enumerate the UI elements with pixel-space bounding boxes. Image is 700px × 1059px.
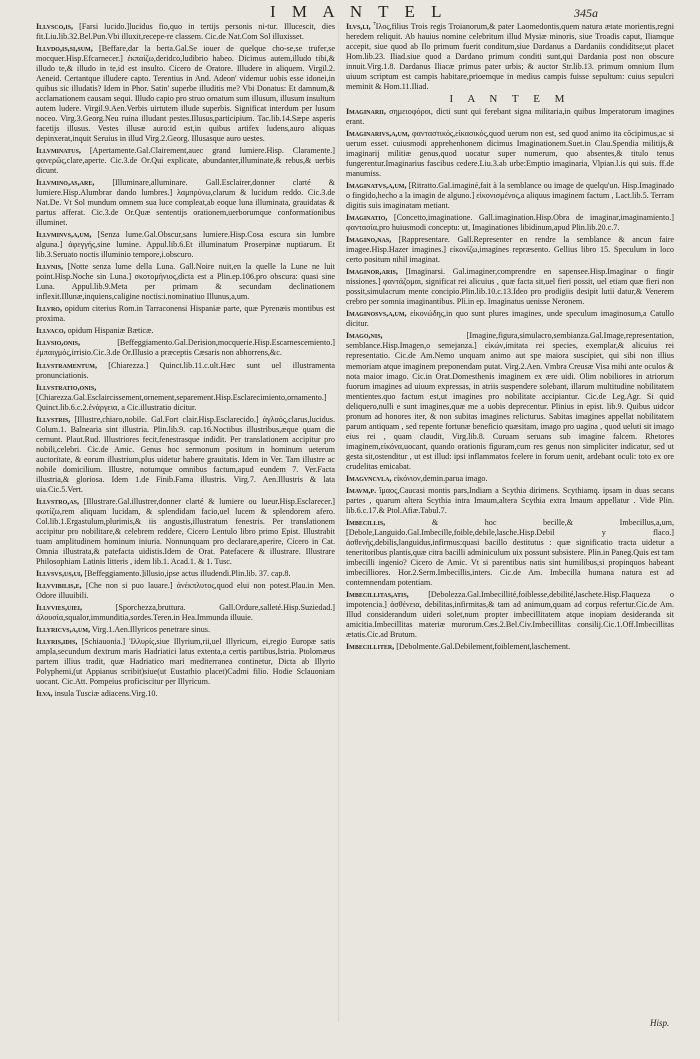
dictionary-entry xyxy=(346,309,674,329)
dictionary-entry xyxy=(36,637,335,687)
entry-headword: Imaginatio, xyxy=(346,213,388,223)
dictionary-entry xyxy=(346,22,674,92)
dictionary-entry xyxy=(36,146,335,176)
entry-headword: Imbecillitas,atis, xyxy=(346,589,409,599)
entry-definition: [Apertamente.Gal.Clairement,auec grand lumiere.Hisp. Claramente.] φανερῶς,clare,aperte. Cic.3.de Or.Qui explicate, abundanter,illuminate,& rebus,& uerbis dicunt. xyxy=(36,146,335,176)
dictionary-entry xyxy=(346,642,674,652)
dictionary-entry xyxy=(36,383,335,413)
entry-headword: Illvvibilis,e, xyxy=(36,580,82,590)
entry-headword: Imaginarivs,a,um, xyxy=(346,129,410,139)
entry-definition: [Beffeggiamento.Gal.Derision,mocquerie.Hisp.Escarnescemiento.] ἐμπαιγμός,irrisio.Cic.3.de Or.Illusio a præceptis Cæsaris non abhorrens,&c. xyxy=(36,338,335,358)
entry-definition: [Chiarezza.] Quinct.lib.11.c.ult.Hæc sunt uel illustramenta pronunciationis. xyxy=(36,360,335,380)
entry-definition: [Imaginarsi. Gal.imaginer,comprendre en sapensee.Hisp.Imaginar o fingir nissiones.] φαντάζομαι, significat rei alicuius , quæ facta sit,uel fieri possit, uel etiam quæ fieri non possit,simulacrum mente concipio.Plin.lib.10.c.13.Ideo pro prodigiis desipit lutii datur,& Venerem crebro per somnia imaginantibus. Pli.in ep. Imaginatus uenisse Neronem. xyxy=(346,267,675,307)
entry-definition: [Debolezza.Gal.Imbecillité,foiblesse,debilité,laschete.Hisp.Flaqueza o impotencia.] ἀσθένεια, debilitas,infirmitas,& tam ad animum,quam ad corpus refertur.Cic.de Am. Illud considerandum uideri solet,num propter imbecillitatem atque inopiam desideranda sit amicitia.Imbecillitas materiæ murorum.Cæs.2.Bel.Civ.Imbecillitas consilij.Cic.1.Off.Imbecillitas ætatis.Cic.ad Brutum. xyxy=(346,589,674,639)
entry-headword: Ilva, xyxy=(36,688,53,698)
entry-headword: Illyris,idis, xyxy=(36,636,78,646)
dictionary-entry xyxy=(36,178,335,228)
entry-headword: Illvdo,is,si,sum, xyxy=(36,44,93,54)
entry-headword: Imaginatvs,a,um, xyxy=(346,181,407,191)
entry-definition: [Ritratto.Gal.imaginé,fait à la semblance ou image de quelqu'un. Hisp.Imaginado o fingido,hecho a la imagin de alguno.] εἰκονισμένος,a aliquus imaginem factum , Lact.lib.5. Terram digitis suis imaginatam metiant. xyxy=(346,181,675,211)
entry-headword: Illyricvs,a,um, xyxy=(36,624,91,634)
entry-headword: Illvaco, xyxy=(36,326,66,336)
entry-definition: [Illuminare,alluminare. Gall.Esclairer,donner clarté & lumiere.Hisp.Alumbrar dando lumbres.] λαμπρύνω,clarum & lucidum reddo. Cic.3.de Nat.De. Vt Sol mundum omnem sua luce compleat,ab eoque luna illuminata, grauidatas & partus afferat. Cic.3.de Or.Quæ sententijs orationem,uerborumque conformationibus illuminet. xyxy=(36,178,335,228)
dictionary-entry xyxy=(346,213,674,233)
entry-headword: Illvmino,as,are, xyxy=(36,178,95,188)
entry-headword: Illvvies,uiei, xyxy=(36,602,83,612)
dictionary-entry xyxy=(36,569,335,579)
entry-headword: Imaginor,aris, xyxy=(346,267,398,277)
dictionary-entry xyxy=(346,267,674,307)
entry-headword: Imaginosvs,a,um, xyxy=(346,309,407,319)
entry-definition: [Debolmente.Gal.Debilement,foiblement,laschement. xyxy=(396,641,571,651)
dictionary-entry xyxy=(36,415,335,495)
dictionary-entry xyxy=(36,338,335,358)
dictionary-entry xyxy=(346,181,674,211)
entry-definition: εἰκονώδης,in quo sunt plures imagines, unde speculum imaginosum,a Catullo dicitur. xyxy=(346,309,674,329)
entry-headword: Illvro, xyxy=(36,304,62,314)
catchword: Hisp. xyxy=(650,1018,670,1028)
entry-definition: [Farsi lucido.]lucidus fio,quo in tertijs personis ni-tur. Illucescit, dies fit.Liu.lib.32.Bel.Pun.Vbi illuxit,recepe-re classem. Cic.de Nat.Com Sol illuxisset. xyxy=(36,22,335,42)
dictionary-entry xyxy=(346,129,674,179)
entry-headword: Illvstratio,onis, xyxy=(36,382,97,392)
dictionary-entry xyxy=(346,518,674,588)
column-gutter xyxy=(338,22,339,1022)
dictionary-entry xyxy=(346,235,674,265)
entry-definition: εἰκόνιον,demin.parua imago. xyxy=(393,473,488,483)
dictionary-entry xyxy=(36,497,335,567)
entry-definition: [Beffeggiamento.]illusio,ipse actus illudendi.Plin.lib. 37. cap.8. xyxy=(84,568,291,578)
entry-headword: Illvminatus, xyxy=(36,146,81,156)
right-column xyxy=(346,22,674,654)
dictionary-entry xyxy=(36,262,335,302)
entry-definition: [Senza lume.Gal.Obscur,sans lumiere.Hisp.Cosa escura sin lumbre alguna.] ἀφεγγής,sine lumine. Appul.lib.6.Et illuminatum Proserpinæ nuptiarum. Et lib.3.Seruato noctis illuminio tempore,i.obscuro. xyxy=(36,230,335,260)
section-heading: I A N T E M xyxy=(449,93,571,106)
dictionary-entry xyxy=(36,22,335,42)
entry-definition: opidum citerius Rom.in Tarraconensi Hispaniæ parte, quæ Pyrenæis montibus est proxima. xyxy=(36,304,335,324)
entry-headword: Imagino,nas, xyxy=(346,235,392,245)
entry-definition: [Imagine,figura,simulacro,sembianza.Gal.Image,representation, semblance.Hisp.Imagen,o semejanza.] εἰκών,imitata rei species, exemplar,& alicuius rei representatio. Cic.de Am.Nemo unquam animo aut spe maiora suscipiet, qui sibi non illius memoriam atque imaginem preponendam putat. Virg.2.Aen. Vmbra Creusæ Visa mihi ante oculos & nota maior imago. Cic.in Orat.Domesthenis imaginem ex ære uidi. Olim nobiliores in atriorum fuorum imagines ad uiuum expressas, in atriis suspendere solebant, illarum multitudine nobilitatem mentientes.quo factum est,ut imagines pro nobilitate accipiantur. Cic.de Leg.Agr. Si quid deliquero,nulli e sunt imagines,quæ me a uobis deprecentur. Plinius in epist. lib.9. Quibus uidcor pronum ad honores iter, & non subitas imagines relicturus. Sabitas imagines appellat nobilitatem parum antiquam , sed repente fortunæ beneficio quæsitam, imago pro uagina , quod ueluti sit imago eius rei , quam claudit, Virg.lib.8. Curuam seruans sub imagine falcem. Rhetores imaginem,εἰκόνα,uocant, quando orationis figuram,cum res genus non simpliciter indicatur, sed ut gesta sit,ostenditur , ut est illud: ipsi inflammatos fcelere in forum uenit, ardebant oculi: toto ex ore crudelitas emicabat. xyxy=(346,331,674,471)
entry-headword: Imbecilliter, xyxy=(346,641,395,651)
running-title: I M A N T E L xyxy=(270,2,448,21)
right-column-top-entries xyxy=(346,22,674,92)
running-header xyxy=(0,2,700,22)
entry-definition: [Chiarezza.Gal.Esclaircissement,ornement,separement.Hisp.Esclarecimiento,ornamento.] Quinct.lib.6.c.2.ἐνάργεια, a Cic.illustratio dicitur. xyxy=(36,392,327,412)
entry-definition: & hoc becille,& Imbecillus,a,um, [Debole,Languido.Gal.Imbecille,foible,debile,lasche.Hisp.Debil y flaco.] ἀσθενής,debilis,languidus,infirmus:quasi bacillo destitutus : quæ significatio tracta uidetur a teneritoribus plantis,quæ citra bacilli adminiculum uix possunt subsistere. Plin.in Paneg.Quis est tam imbecilli ingenio? Cicero de Amic. Vt si parentibus natis sint humilibus,si propinquos habeant imbecilliores. Hor.2.Serm.Imbecillis,inters. Cic.de Am. Imbecilla humana natura est ad contemnendam potentiam. xyxy=(346,517,675,587)
dictionary-entry xyxy=(346,590,674,640)
left-column xyxy=(36,22,335,701)
dictionary-entry xyxy=(36,603,335,623)
entry-definition: σημειοφόροι, dicti sunt qui ferebant signa militaria,in quibus Imperatorum imagines erant. xyxy=(346,107,674,127)
entry-headword: Illvsvs,us,ui, xyxy=(36,568,83,578)
entry-definition: [Che non si puo lauare.] ἀνέκπλυτος,quod elui non potest.Plau.in Men. Odore illuuibili. xyxy=(36,580,335,600)
page-number: 345a xyxy=(574,6,598,20)
entry-definition: ἴμαος,Caucasi montis pars,Indiam a Scythia dirimens. Scythiamq. ipsam in duas secans partes , quarum altera Scythia intra Imaum,altera Scythia extra Imaum appellatur . Vide Plin. lib.6.c.17.& Ptol.Afiæ.Tabul.7. xyxy=(346,485,674,515)
entry-headword: Illvsco,is, xyxy=(36,22,74,31)
entry-headword: Illvnis, xyxy=(36,262,63,272)
entry-headword: Illvsio,onis, xyxy=(36,338,81,348)
entry-definition: Virg.1.Aen.Illyricos penetrare sinus. xyxy=(91,624,210,634)
dictionary-entry xyxy=(346,486,674,516)
entry-headword: Ilvs,li, xyxy=(346,22,371,31)
entry-headword: Imavm,p. xyxy=(346,485,377,495)
entry-definition: Ἶλος,filius Trois regis Troianorum,& pater Laomedontis,quem natura ætate morientis,regni heredem reliquit. Ab hauius nomine celebritum illud Mysiæ minoris, siue Troadis caput, Iliamque accepit, siue quod ab Ilo primum fuerit conditum,siue Dardanus a Dardaniis condiditse;ut placet Hom.lib.23. Iliad.siue quod a Dardano primum conditi sunt,qui Dardania post non obscure innuit.Virg.1.8. Dardanus Iliacæ primus pater urbis; & auctor Str.lib.13. primum omnium Ilum uiuum scriptum est campis habitare,prioemque in medius campis fuisse sepultum: cuius sepulcri meminit & Hom.11.Iliad. xyxy=(346,22,675,92)
entry-headword: Illvstro,as, xyxy=(36,496,80,506)
entry-definition: [Beffare,dar la berta.Gal.Se iouer de quelque cho-se,se trufer,se mocquer.Hisp.Efcarnecer.] ἐκπαίζω,deridco,ludibrio habeo. Dicimus autem,illudo tibi,& illudo te,& illudo in te,id est insulto. Cicero de Oratore. Illudere in aliquem. Virgil.2. Aeneid. Certantque illudere capto. Terentius in And. Adeon' videmur uobis esse idonei,in quibus sic illudatis? Idem in Phor. Satin' superbe illuditis me? Vbi Donatus: Et damnum,& acclamationem causam sequi. Illudo capio pro struo ornatum sum illusum, illusum insultum autem ludere. Virgil.9.Aen.Verbis uirtutem illude superbis. Significat interdum per lusum noceo. Virg.3.Georg.Neu ruina illudant pestes.Illusus,participium. Tac.lib.14.Sæpe asperis facetijs illusus. Vestes illusæ auro:id est,in quibus artifex ludens,auro aliquas depinxerat,inquit Seruius in illud Virg.2.Georg. Illusasque auro uestes. xyxy=(36,44,336,144)
entry-definition: insula Tusciæ adiacens.Virg.10. xyxy=(54,688,158,698)
dictionary-entry xyxy=(36,581,335,601)
entry-definition: [Rappresentare. Gall.Representer en rendre la semblance & ancun faire imagee.Hisp.Hazer imagines.] εἰκονίζω,imagines repræsento. Gellius libro 15. Speculum in loco certo positum nihil imaginat. xyxy=(346,235,675,265)
dictionary-entry xyxy=(36,326,335,336)
entry-definition: [Concetto,imaginatione. Gall.imagination.Hisp.Obra de imaginar,imaginamiento.] φαντασία,pro huiusmodi conceptu: ut, Imaginationes libidinum,apud Plin.lib.20.c.7. xyxy=(346,213,675,233)
entry-definition: [Illustrare.Gal.illustrer,donner clarté & lumiere ou lueur.Hisp.Esclarecer.] φωτίζω,rem aliquam lucidam, & splendidam facio,uel lucem & splendorem afero. Col.lib.1.Ergastulum,plurimis,& iis angustis,illustratum fenestris. Per translationem accipitur pro nobilitare,& celebrem reddere, Cicero Lentulo libro primo Epist. Illustrabit tuam amplitudinem hominum iniuria. Nonnunquam pro declarare,aperire, Cicero in Cat. Omnia illustrata,& patefacta uidistis.Idem de Orat. Patefacere & illustrare. Illustrare Philosophiam Latinis litteris , idem lib.1. Acad.1. & 1. Tusc. xyxy=(36,496,336,566)
entry-headword: Illvstris, xyxy=(36,414,71,424)
dictionary-entry xyxy=(36,304,335,324)
entry-definition: [Notte senza lume della Luna. Gall.Noire nuit,en la quelle la Lune ne luit point.Hisp.Noche sin Luna.] σκοτομήνιος,dicta est a Plin.ep.106.pro obscura: quasi sine Luna. Appul.lib.9.Meta per primam & secundam declinationem inflexit.Illunæ,inquiens,caligine noctis:i.nominatiuo Illunus,a,um. xyxy=(36,262,336,302)
dictionary-entry xyxy=(36,625,335,635)
entry-definition: [Illustre,chiaro,nobile. Gal.Fort clair.Hisp.Esclarecido.] ἀγλαός,clarus,lucidus. Colum.1. Balnearia sint illustria. Plin.lib.9. cap.16.Noctibus illustribus,æque quam die cernunt. Plaut.Rud. Illustriores fecit,fenestrasque indidit. Per translationem accipitur pro nobili,celebri. Cic.de Amic. Genus hoc sermonum positum in hominum ueterum auctoritate, & eorum illustrium,plus uidetur habere grauitatis. Idem in Ver. Tam illustre ac nobile domicilium. Illustre, notumque omnibus factum,apud eundem 7. Ver.Facta illustria,& gloriosa. Idem 1.de Finib.Fama illustris. Virg.7. Aen.Illustris & lata uia.Cic.5.Vert. xyxy=(36,414,335,494)
right-column-entries xyxy=(346,107,674,652)
dictionary-entry xyxy=(36,689,335,699)
dictionary-entry xyxy=(346,474,674,484)
entry-definition: [Sporchezza,bruttura. Gall.Ordure,salleté.Hisp.Suziedad.] ἀλουσία,squalor,immunditia,sordes.Teren.in Hea.Immunda illuuie. xyxy=(36,602,335,622)
dictionary-entry xyxy=(346,107,674,127)
entry-headword: Imago,nis, xyxy=(346,331,383,341)
entry-headword: Imaginarii, xyxy=(346,107,386,117)
dictionary-entry xyxy=(346,331,674,471)
dictionary-entry xyxy=(36,361,335,381)
entry-headword: Imbecillis, xyxy=(346,517,386,527)
entry-headword: Imagvncvla, xyxy=(346,473,392,483)
entry-headword: Illvstramentum, xyxy=(36,360,97,370)
entry-definition: opidum Hispaniæ Bæticæ. xyxy=(67,326,154,336)
entry-definition: φανταστικός,εἰκασικός,quod uerum non est, sed quod animo ita cōcipimus,ac si uerum esset. cuiusmodi apprehenhonem dicimus Imaginationem.Suet.in Clau.Spendia militijs,& imaginarij militiæ genus,quod uocatur super numerum, quo absentes,& titulo tenus fungerentur.Imaginarius fascibus cedere.Liu.3.ab urbe:Emptio imaginaria, Vlpian.l.is qui suis. ff.de manumiss. xyxy=(346,129,674,179)
entry-definition: [Schiauonia.] Ἰλλυρίς,siue Illyrium,rii,uel Illyricum, ei,regio Europæ satis ampla,secundum dextrum maris Hadriatici latus extenta,a certis partibus,Istria. Ptolomæus partem illius tradit, quæ Hadriatico mari mediterranea continetur, Dicta ab Illyrio Polyphemi,(ut Appianus scribit)siue(ut Eustathio placet)Cadmi filio. Hodie Sclauoniam uocant. Cic.Att. Pompeius proficiscitur per Illyricum. xyxy=(36,636,335,686)
dictionary-entry xyxy=(36,44,335,144)
dictionary-entry xyxy=(36,230,335,260)
entry-headword: Illvminvs,a,um, xyxy=(36,230,92,240)
